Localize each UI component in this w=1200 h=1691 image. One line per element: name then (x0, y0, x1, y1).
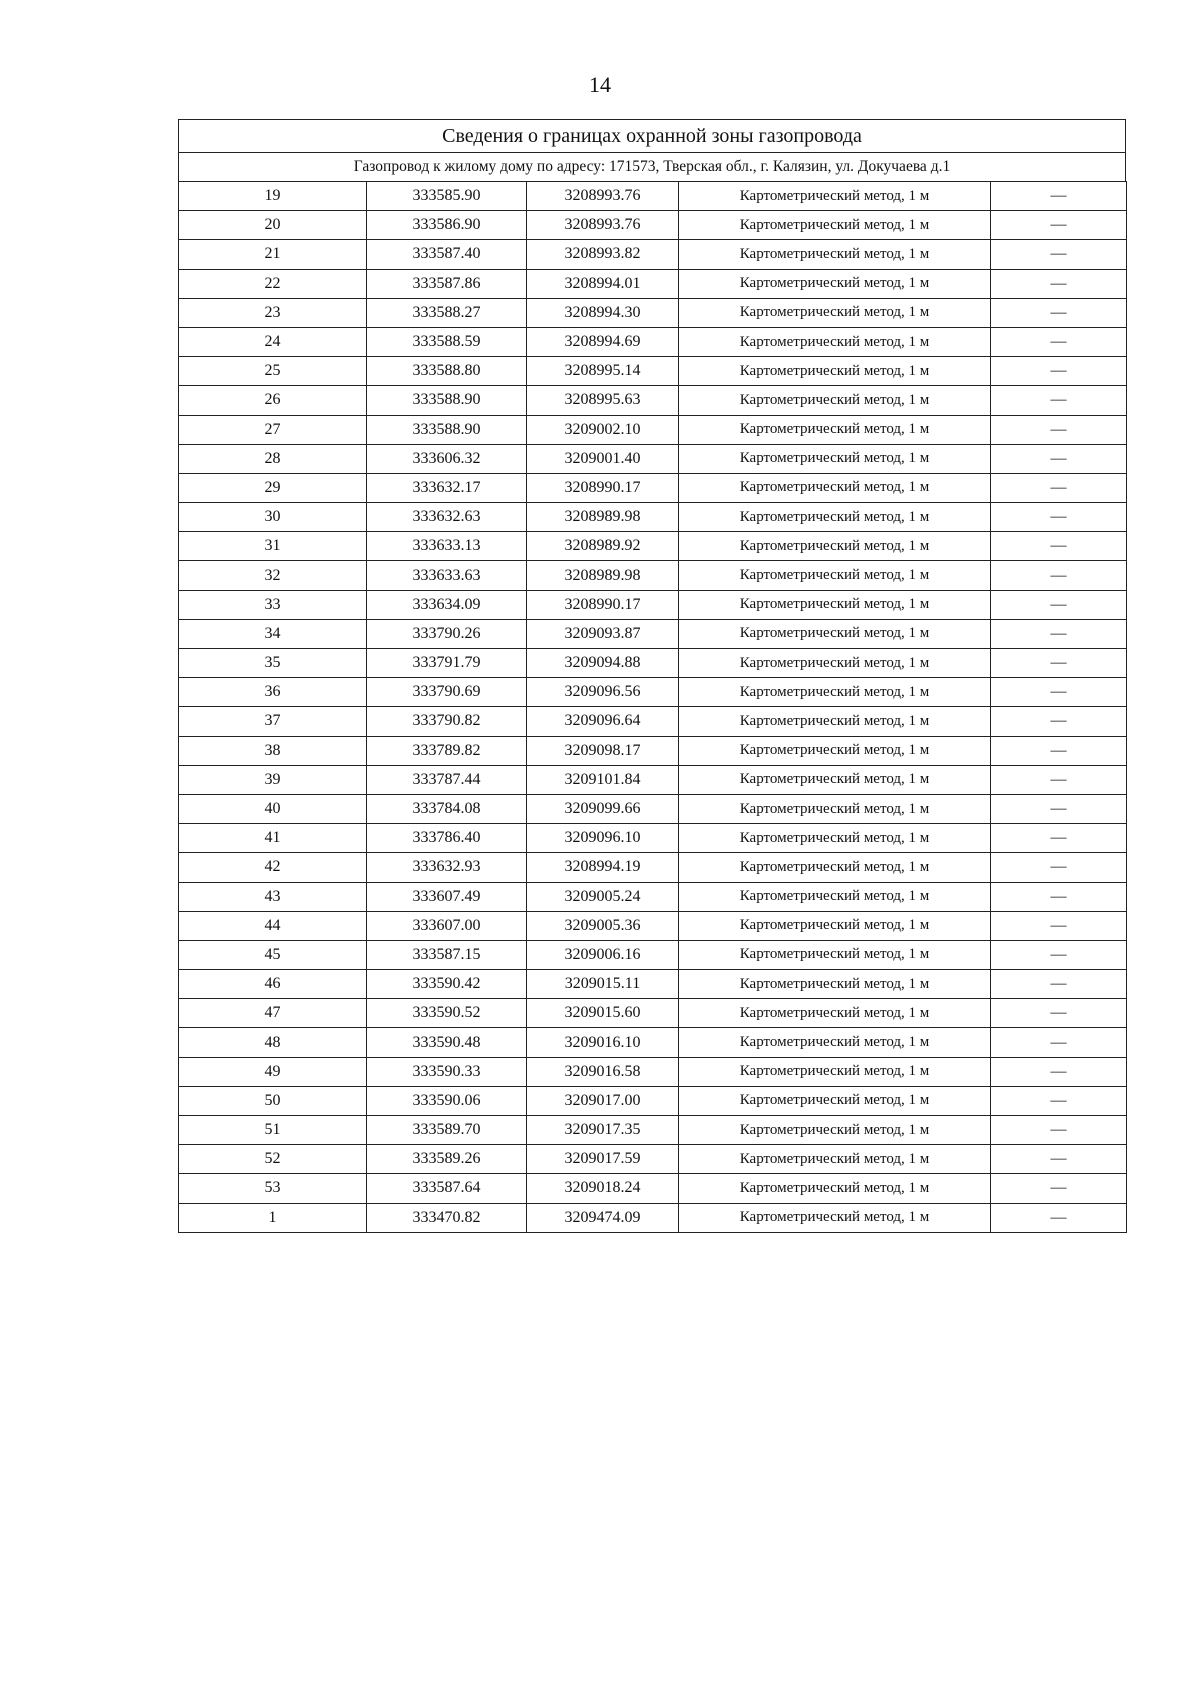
x-coordinate-cell: 333607.00 (367, 911, 527, 940)
x-coordinate-cell: 333587.40 (367, 240, 527, 269)
method-cell: Картометрический метод, 1 м (679, 1057, 991, 1086)
table-row (179, 211, 1127, 240)
point-number-cell: 43 (179, 882, 367, 911)
x-coordinate-cell: 333589.26 (367, 1145, 527, 1174)
point-number-cell: 36 (179, 678, 367, 707)
point-number-cell: 32 (179, 561, 367, 590)
table-row (179, 1057, 1127, 1086)
point-number-cell: 41 (179, 824, 367, 853)
table-row (179, 473, 1127, 502)
y-coordinate-cell: 3209093.87 (527, 619, 679, 648)
note-cell: — (991, 736, 1127, 765)
table-row (179, 1203, 1127, 1232)
x-coordinate-cell: 333589.70 (367, 1116, 527, 1145)
x-coordinate-cell: 333634.09 (367, 590, 527, 619)
note-cell: — (991, 794, 1127, 823)
table-row (179, 503, 1127, 532)
point-number-cell: 20 (179, 211, 367, 240)
method-cell: Картометрический метод, 1 м (679, 240, 991, 269)
coordinates-table (178, 181, 1127, 1233)
y-coordinate-cell: 3209474.09 (527, 1203, 679, 1232)
note-cell: — (991, 970, 1127, 999)
note-cell: — (991, 999, 1127, 1028)
method-cell: Картометрический метод, 1 м (679, 1086, 991, 1115)
x-coordinate-cell: 333632.63 (367, 503, 527, 532)
y-coordinate-cell: 3209016.10 (527, 1028, 679, 1057)
y-coordinate-cell: 3209018.24 (527, 1174, 679, 1203)
table-row (179, 1116, 1127, 1145)
x-coordinate-cell: 333587.86 (367, 269, 527, 298)
table-row (179, 707, 1127, 736)
note-cell: — (991, 503, 1127, 532)
y-coordinate-cell: 3209015.60 (527, 999, 679, 1028)
point-number-cell: 21 (179, 240, 367, 269)
x-coordinate-cell: 333590.48 (367, 1028, 527, 1057)
point-number-cell: 33 (179, 590, 367, 619)
point-number-cell: 1 (179, 1203, 367, 1232)
note-cell: — (991, 240, 1127, 269)
method-cell: Картометрический метод, 1 м (679, 736, 991, 765)
note-cell: — (991, 1145, 1127, 1174)
method-cell: Картометрический метод, 1 м (679, 1116, 991, 1145)
y-coordinate-cell: 3208995.63 (527, 386, 679, 415)
point-number-cell: 29 (179, 473, 367, 502)
note-cell: — (991, 182, 1127, 211)
table-row (179, 1028, 1127, 1057)
note-cell: — (991, 444, 1127, 473)
note-cell: — (991, 473, 1127, 502)
method-cell: Картометрический метод, 1 м (679, 940, 991, 969)
method-cell: Картометрический метод, 1 м (679, 590, 991, 619)
table-row (179, 853, 1127, 882)
table-row (179, 940, 1127, 969)
y-coordinate-cell: 3209002.10 (527, 415, 679, 444)
y-coordinate-cell: 3208990.17 (527, 473, 679, 502)
note-cell: — (991, 1116, 1127, 1145)
note-cell: — (991, 824, 1127, 853)
method-cell: Картометрический метод, 1 м (679, 327, 991, 356)
table-row (179, 590, 1127, 619)
method-cell: Картометрический метод, 1 м (679, 1145, 991, 1174)
note-cell: — (991, 1057, 1127, 1086)
note-cell: — (991, 590, 1127, 619)
x-coordinate-cell: 333587.64 (367, 1174, 527, 1203)
method-cell: Картометрический метод, 1 м (679, 911, 991, 940)
point-number-cell: 23 (179, 298, 367, 327)
table-row (179, 415, 1127, 444)
note-cell: — (991, 269, 1127, 298)
method-cell: Картометрический метод, 1 м (679, 794, 991, 823)
point-number-cell: 19 (179, 182, 367, 211)
point-number-cell: 40 (179, 794, 367, 823)
method-cell: Картометрический метод, 1 м (679, 882, 991, 911)
point-number-cell: 51 (179, 1116, 367, 1145)
table-row (179, 444, 1127, 473)
x-coordinate-cell: 333632.17 (367, 473, 527, 502)
table-row (179, 532, 1127, 561)
y-coordinate-cell: 3209017.59 (527, 1145, 679, 1174)
point-number-cell: 27 (179, 415, 367, 444)
note-cell: — (991, 882, 1127, 911)
x-coordinate-cell: 333590.52 (367, 999, 527, 1028)
x-coordinate-cell: 333590.33 (367, 1057, 527, 1086)
x-coordinate-cell: 333791.79 (367, 649, 527, 678)
y-coordinate-cell: 3209094.88 (527, 649, 679, 678)
method-cell: Картометрический метод, 1 м (679, 561, 991, 590)
x-coordinate-cell: 333470.82 (367, 1203, 527, 1232)
table-row (179, 794, 1127, 823)
point-number-cell: 49 (179, 1057, 367, 1086)
note-cell: — (991, 853, 1127, 882)
y-coordinate-cell: 3209006.16 (527, 940, 679, 969)
method-cell: Картометрический метод, 1 м (679, 1028, 991, 1057)
y-coordinate-cell: 3208994.30 (527, 298, 679, 327)
x-coordinate-cell: 333587.15 (367, 940, 527, 969)
method-cell: Картометрический метод, 1 м (679, 415, 991, 444)
method-cell: Картометрический метод, 1 м (679, 853, 991, 882)
x-coordinate-cell: 333588.27 (367, 298, 527, 327)
y-coordinate-cell: 3209015.11 (527, 970, 679, 999)
method-cell: Картометрический метод, 1 м (679, 824, 991, 853)
point-number-cell: 50 (179, 1086, 367, 1115)
point-number-cell: 30 (179, 503, 367, 532)
table-row (179, 1174, 1127, 1203)
coordinates-table-body (179, 182, 1127, 1233)
note-cell: — (991, 561, 1127, 590)
point-number-cell: 44 (179, 911, 367, 940)
method-cell: Картометрический метод, 1 м (679, 1203, 991, 1232)
x-coordinate-cell: 333590.06 (367, 1086, 527, 1115)
y-coordinate-cell: 3208994.19 (527, 853, 679, 882)
note-cell: — (991, 1203, 1127, 1232)
table-row (179, 999, 1127, 1028)
note-cell: — (991, 327, 1127, 356)
table-row (179, 298, 1127, 327)
table-row (179, 911, 1127, 940)
y-coordinate-cell: 3209017.35 (527, 1116, 679, 1145)
x-coordinate-cell: 333784.08 (367, 794, 527, 823)
x-coordinate-cell: 333607.49 (367, 882, 527, 911)
table-subtitle: Газопровод к жилому дому по адресу: 171573, Тверская обл., г. Калязин, ул. Докучаева д.1 (178, 152, 1126, 181)
note-cell: — (991, 298, 1127, 327)
page-number: 14 (589, 72, 611, 97)
y-coordinate-cell: 3208989.92 (527, 532, 679, 561)
table-row (179, 269, 1127, 298)
table-row (179, 649, 1127, 678)
table-row (179, 1086, 1127, 1115)
table-row (179, 182, 1127, 211)
point-number-cell: 37 (179, 707, 367, 736)
point-number-cell: 24 (179, 327, 367, 356)
table-row (179, 1145, 1127, 1174)
method-cell: Картометрический метод, 1 м (679, 970, 991, 999)
y-coordinate-cell: 3208993.82 (527, 240, 679, 269)
method-cell: Картометрический метод, 1 м (679, 999, 991, 1028)
table-row (179, 357, 1127, 386)
note-cell: — (991, 1174, 1127, 1203)
table-row (179, 736, 1127, 765)
x-coordinate-cell: 333606.32 (367, 444, 527, 473)
method-cell: Картометрический метод, 1 м (679, 503, 991, 532)
method-cell: Картометрический метод, 1 м (679, 619, 991, 648)
method-cell: Картометрический метод, 1 м (679, 1174, 991, 1203)
y-coordinate-cell: 3208989.98 (527, 503, 679, 532)
table-row (179, 970, 1127, 999)
y-coordinate-cell: 3209016.58 (527, 1057, 679, 1086)
point-number-cell: 34 (179, 619, 367, 648)
point-number-cell: 39 (179, 765, 367, 794)
method-cell: Картометрический метод, 1 м (679, 357, 991, 386)
point-number-cell: 28 (179, 444, 367, 473)
x-coordinate-cell: 333586.90 (367, 211, 527, 240)
method-cell: Картометрический метод, 1 м (679, 473, 991, 502)
method-cell: Картометрический метод, 1 м (679, 765, 991, 794)
x-coordinate-cell: 333790.82 (367, 707, 527, 736)
table-title: Сведения о границах охранной зоны газопровода (178, 119, 1126, 152)
method-cell: Картометрический метод, 1 м (679, 182, 991, 211)
y-coordinate-cell: 3209096.64 (527, 707, 679, 736)
note-cell: — (991, 619, 1127, 648)
note-cell: — (991, 765, 1127, 794)
method-cell: Картометрический метод, 1 м (679, 532, 991, 561)
method-cell: Картометрический метод, 1 м (679, 298, 991, 327)
x-coordinate-cell: 333790.69 (367, 678, 527, 707)
note-cell: — (991, 532, 1127, 561)
x-coordinate-cell: 333789.82 (367, 736, 527, 765)
y-coordinate-cell: 3208993.76 (527, 211, 679, 240)
boundary-table-sheet (178, 119, 1126, 1233)
method-cell: Картометрический метод, 1 м (679, 444, 991, 473)
table-row (179, 678, 1127, 707)
table-row (179, 240, 1127, 269)
method-cell: Картометрический метод, 1 м (679, 211, 991, 240)
note-cell: — (991, 211, 1127, 240)
point-number-cell: 25 (179, 357, 367, 386)
method-cell: Картометрический метод, 1 м (679, 386, 991, 415)
point-number-cell: 38 (179, 736, 367, 765)
table-row (179, 882, 1127, 911)
y-coordinate-cell: 3209098.17 (527, 736, 679, 765)
y-coordinate-cell: 3209096.56 (527, 678, 679, 707)
point-number-cell: 35 (179, 649, 367, 678)
table-row (179, 765, 1127, 794)
point-number-cell: 53 (179, 1174, 367, 1203)
point-number-cell: 42 (179, 853, 367, 882)
y-coordinate-cell: 3209017.00 (527, 1086, 679, 1115)
point-number-cell: 26 (179, 386, 367, 415)
note-cell: — (991, 707, 1127, 736)
note-cell: — (991, 386, 1127, 415)
y-coordinate-cell: 3209101.84 (527, 765, 679, 794)
y-coordinate-cell: 3209096.10 (527, 824, 679, 853)
point-number-cell: 22 (179, 269, 367, 298)
point-number-cell: 45 (179, 940, 367, 969)
y-coordinate-cell: 3208989.98 (527, 561, 679, 590)
y-coordinate-cell: 3209005.24 (527, 882, 679, 911)
y-coordinate-cell: 3208994.69 (527, 327, 679, 356)
method-cell: Картометрический метод, 1 м (679, 678, 991, 707)
note-cell: — (991, 415, 1127, 444)
y-coordinate-cell: 3208993.76 (527, 182, 679, 211)
x-coordinate-cell: 333588.80 (367, 357, 527, 386)
x-coordinate-cell: 333588.59 (367, 327, 527, 356)
x-coordinate-cell: 333585.90 (367, 182, 527, 211)
note-cell: — (991, 1086, 1127, 1115)
x-coordinate-cell: 333590.42 (367, 970, 527, 999)
x-coordinate-cell: 333786.40 (367, 824, 527, 853)
x-coordinate-cell: 333588.90 (367, 415, 527, 444)
table-row (179, 824, 1127, 853)
note-cell: — (991, 911, 1127, 940)
method-cell: Картометрический метод, 1 м (679, 269, 991, 298)
table-row (179, 619, 1127, 648)
x-coordinate-cell: 333787.44 (367, 765, 527, 794)
table-row (179, 561, 1127, 590)
x-coordinate-cell: 333790.26 (367, 619, 527, 648)
note-cell: — (991, 940, 1127, 969)
note-cell: — (991, 357, 1127, 386)
y-coordinate-cell: 3209099.66 (527, 794, 679, 823)
x-coordinate-cell: 333632.93 (367, 853, 527, 882)
x-coordinate-cell: 333633.13 (367, 532, 527, 561)
y-coordinate-cell: 3208994.01 (527, 269, 679, 298)
table-row (179, 327, 1127, 356)
point-number-cell: 31 (179, 532, 367, 561)
point-number-cell: 47 (179, 999, 367, 1028)
note-cell: — (991, 678, 1127, 707)
y-coordinate-cell: 3208990.17 (527, 590, 679, 619)
point-number-cell: 52 (179, 1145, 367, 1174)
x-coordinate-cell: 333633.63 (367, 561, 527, 590)
y-coordinate-cell: 3209005.36 (527, 911, 679, 940)
x-coordinate-cell: 333588.90 (367, 386, 527, 415)
table-row (179, 386, 1127, 415)
note-cell: — (991, 1028, 1127, 1057)
y-coordinate-cell: 3209001.40 (527, 444, 679, 473)
point-number-cell: 46 (179, 970, 367, 999)
method-cell: Картометрический метод, 1 м (679, 649, 991, 678)
point-number-cell: 48 (179, 1028, 367, 1057)
y-coordinate-cell: 3208995.14 (527, 357, 679, 386)
note-cell: — (991, 649, 1127, 678)
method-cell: Картометрический метод, 1 м (679, 707, 991, 736)
